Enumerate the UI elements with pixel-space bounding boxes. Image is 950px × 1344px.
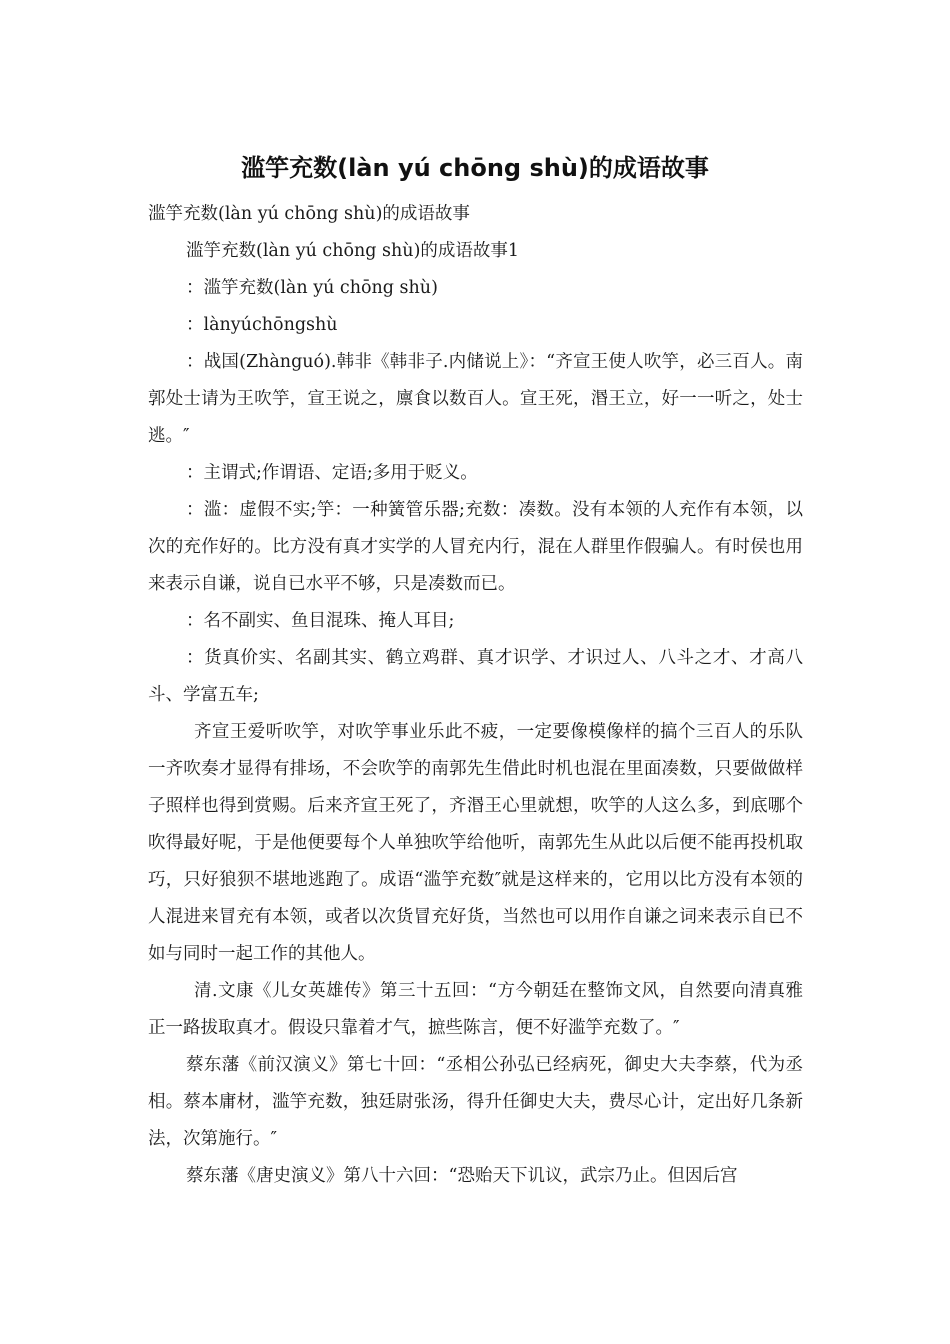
paragraph-subheading: 滥竽充数(làn yú chōng shù)的成语故事1: [186, 241, 520, 261]
paragraph-explanation: ：滥：虚假不实;竽：一种簧管乐器;充数：凑数。没有本领的人充作有本领，以次的充作好的。比方没有真才实学的人冒充内行，混在人群里作假骗人。有时侯也用来表示自谦，说自已水平不够，只是凑数而已。: [148, 500, 803, 594]
document-body: [148, 196, 803, 1195]
paragraph-example-3: 蔡东藩《唐史演义》第八十六回：“恐贻天下讥议，武宗乃止。但因后宫: [186, 1166, 738, 1186]
document-title: 滥竽充数(làn yú chōng shù)的成语故事: [241, 154, 709, 182]
paragraph-example-1: 清.文康《儿女英雄传》第三十五回：“方今朝廷在整饰文风，自然要向清真雅正一路拔取真才。假设只靠着才气，摭些陈言，便不好滥竽充数了。″: [148, 981, 803, 1038]
paragraph-example-2: 蔡东藩《前汉演义》第七十回：“丞相公孙弘已经病死，御史大夫李蔡，代为丞相。蔡本庸材，滥竽充数，独廷尉张汤，得升任御史大夫，费尽心计，定出好几条新法，次第施行。″: [148, 1055, 803, 1149]
paragraph-synonyms: ：名不副实、鱼目混珠、掩人耳目;: [186, 611, 455, 631]
paragraph-antonyms: ：货真价实、名副其实、鹤立鸡群、真才识学、才识过人、八斗之才、才高八斗、学富五车;: [148, 648, 803, 705]
paragraph-heading: 滥竽充数(làn yú chōng shù)的成语故事: [148, 204, 470, 224]
paragraph-usage: ：主谓式;作谓语、定语;多用于贬义。: [186, 463, 478, 483]
paragraph-story: 齐宣王爱听吹竽，对吹竽事业乐此不疲，一定要像模像样的搞个三百人的乐队一齐吹奏才显得有排场，不会吹竽的南郭先生借此时机也混在里面凑数，只要做做样子照样也得到赏赐。后来齐宣王死了，齐湣王心里就想，吹竽的人这么多，到底哪个吹得最好呢，于是他便要每个人单独吹竽给他听，南郭先生从此以后便不能再投机取巧，只好狼狈不堪地逃跑了。成语“滥竽充数″就是这样来的，它用以比方没有本领的人混进来冒充有本领，或者以次货冒充好货，当然也可以用作自谦之词来表示自已不如与同时一起工作的其他人。: [148, 722, 803, 964]
paragraph-source: ：战国(Zhànguó).韩非《韩非子.内储说上》：“齐宣王使人吹竽，必三百人。南郭处士请为王吹竽，宣王说之，廪食以数百人。宣王死，湣王立，好一一听之，处士逃。″: [148, 352, 803, 446]
paragraph-pinyin: ：lànyúchōngshù: [186, 315, 338, 335]
paragraph-idiom: ：滥竽充数(làn yú chōng shù): [186, 278, 438, 298]
